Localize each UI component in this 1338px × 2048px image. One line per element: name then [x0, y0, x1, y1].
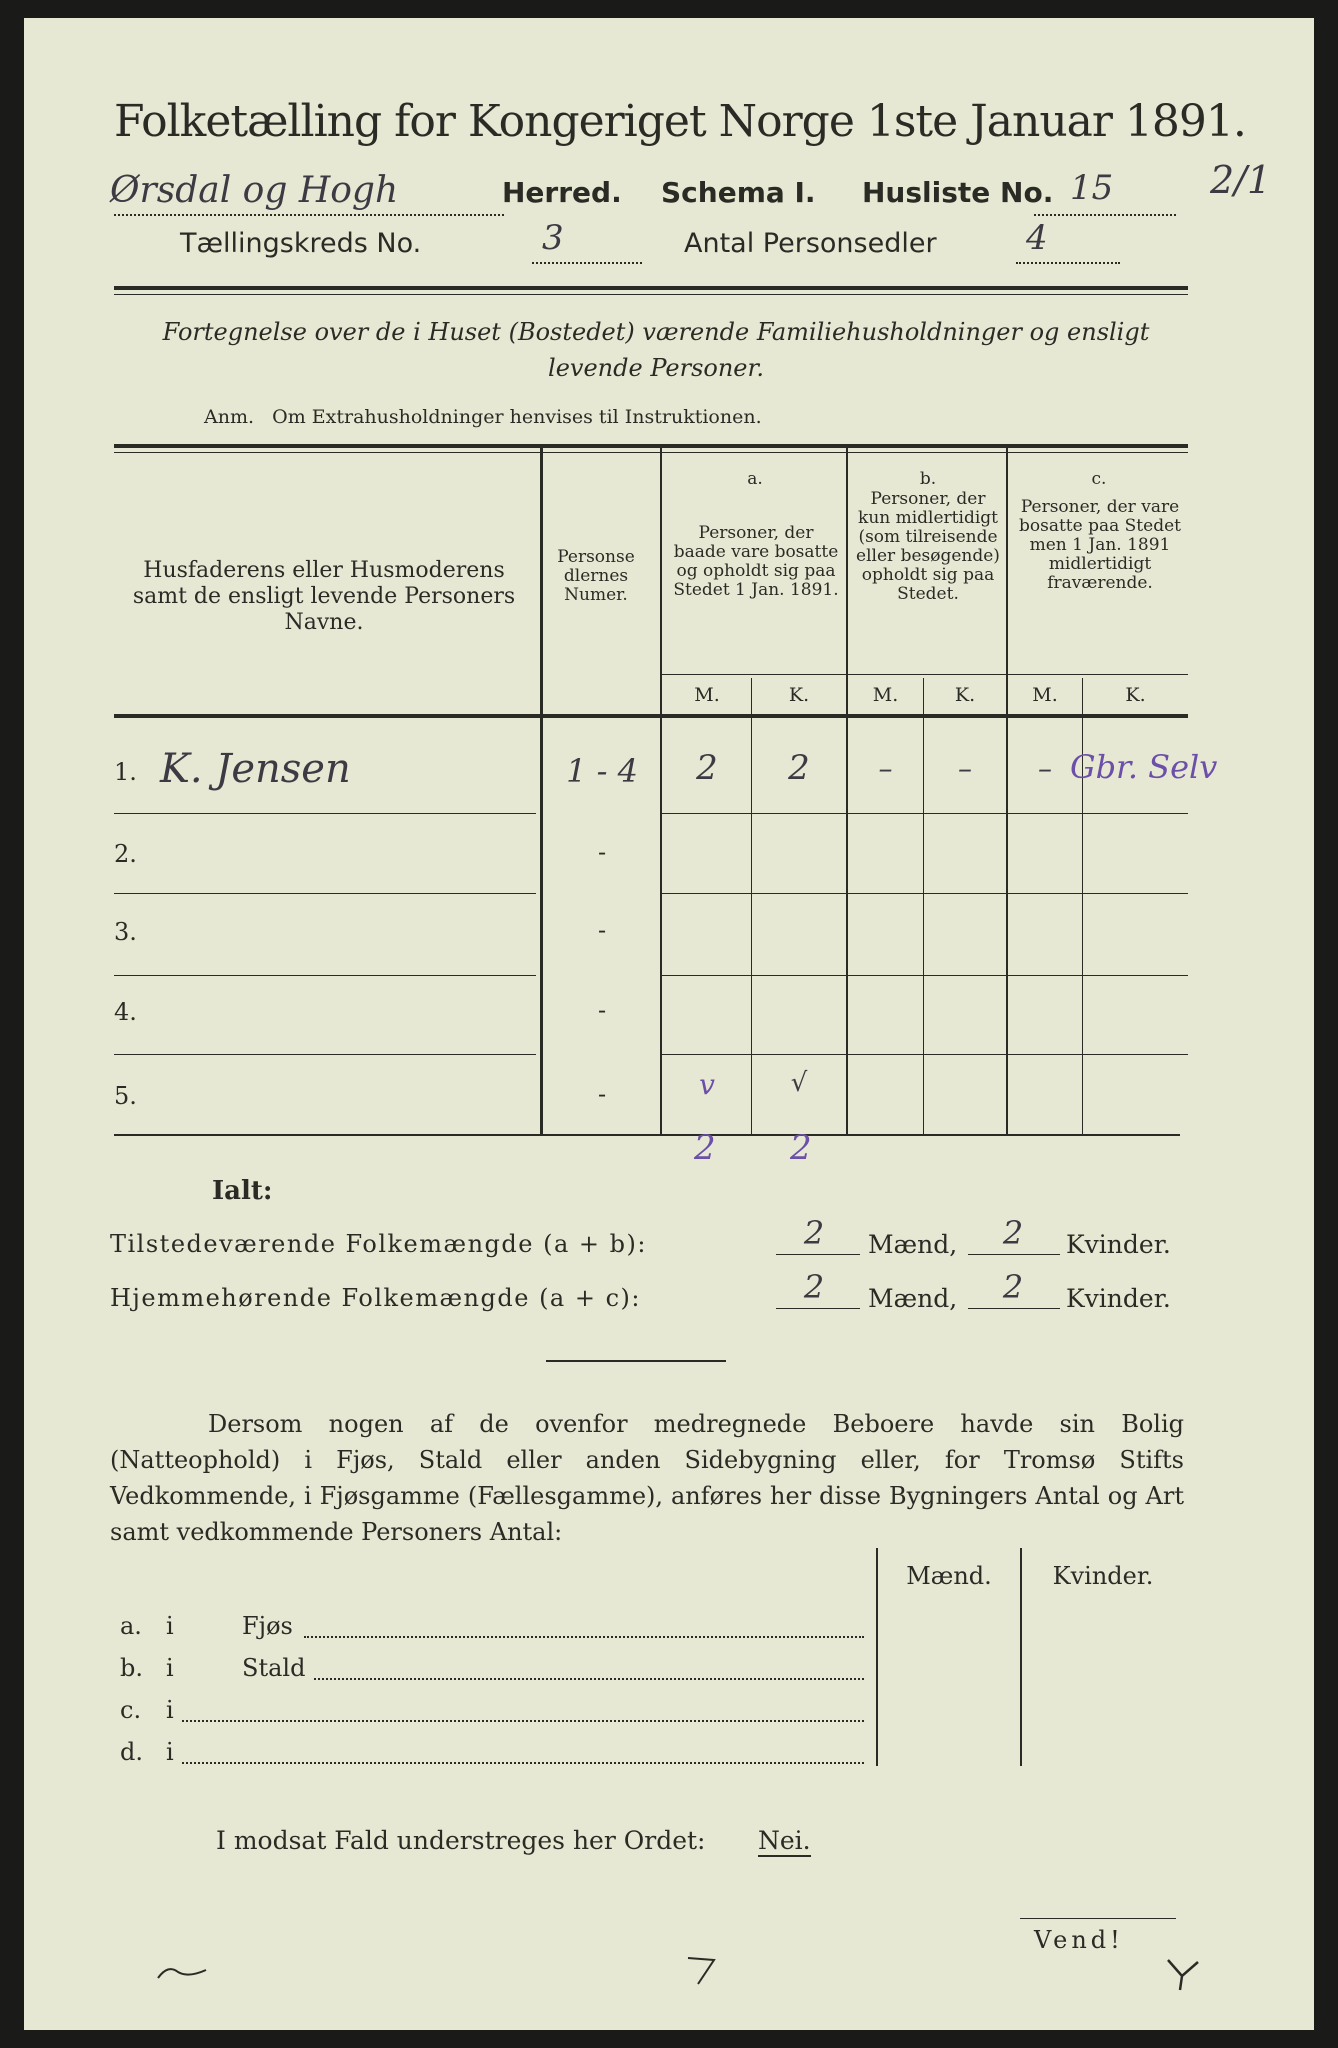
- building-a-label: Fjøs: [242, 1612, 293, 1640]
- hjemme-maend-value: 2: [803, 1268, 825, 1306]
- col-c-k-label: K.: [1125, 684, 1146, 706]
- nei-word[interactable]: Nei.: [758, 1826, 811, 1855]
- col-c-header: Personer, der vare bosatte paa Stedet men 1 Jan. 1891 midlertidigt fraværende.: [1019, 497, 1181, 593]
- col-c-m-label: M.: [1032, 684, 1058, 706]
- row-1-a-m: 2: [696, 748, 718, 788]
- husliste-label: Husliste No.: [862, 176, 1054, 209]
- row-1-c-m: –: [1038, 752, 1052, 785]
- col-a-header: Personer, der baade vare bosatte og opholdt sig paa Stedet 1 Jan. 1891.: [673, 523, 839, 600]
- building-c-i: i: [166, 1696, 174, 1724]
- tilstede-maend-label: Mænd,: [868, 1230, 958, 1259]
- building-a-i: i: [166, 1612, 174, 1640]
- col-b-header: Personer, der kun midlertidigt (som tilreisende eller besøgende) opholdt sig paa Stedet.: [856, 489, 1000, 604]
- corner-note: 2/1: [1210, 158, 1272, 202]
- antal-value: 4: [1026, 218, 1048, 258]
- row-3-personsedler: -: [597, 916, 607, 944]
- hjemme-label: Hjemmehørende Folkemængde (a + c):: [110, 1284, 641, 1312]
- section-divider: [546, 1360, 726, 1362]
- building-a-letter: a.: [120, 1612, 142, 1640]
- hjemme-maend-label: Mænd,: [868, 1284, 958, 1313]
- building-d-i: i: [166, 1738, 174, 1766]
- row-2-personsedler: -: [597, 838, 607, 866]
- hjemme-kvinder-value: 2: [1002, 1268, 1024, 1306]
- col-num-header: Personsedlernes Numer.: [557, 547, 635, 605]
- sum-a-k: 2: [790, 1128, 812, 1168]
- census-form-sheet: [24, 18, 1314, 2030]
- antal-label: Antal Personsedler: [684, 228, 937, 259]
- buildings-paragraph: Dersom nogen af de ovenfor medregnede Beboere havde sin Bolig (Natteophold) i Fjøs, Stald eller anden Sidebygning eller, for Tromsø Stifts Vedkommende, i Fjøsgamme (Fællesgamme), anføres her disse Bygningers Antal og Art samt vedkommende Personers Antal:: [110, 1410, 1184, 1546]
- row-2-number: 2.: [114, 840, 137, 868]
- row-1-number: 1.: [114, 758, 137, 786]
- buildings-maend-header: Mænd.: [906, 1562, 992, 1590]
- pencil-mark-right: [1164, 1954, 1204, 1994]
- row-3-number: 3.: [114, 918, 137, 946]
- row-4-number: 4.: [114, 998, 137, 1026]
- col-a-k-label: K.: [788, 684, 810, 706]
- pencil-mark-left: [154, 1958, 214, 1988]
- kreds-value: 3: [542, 218, 564, 258]
- buildings-kvinder-header: Kvinder.: [1052, 1562, 1154, 1590]
- col-a-letter: a.: [747, 469, 763, 489]
- col-b-letter: b.: [919, 469, 937, 489]
- building-b-i: i: [166, 1654, 174, 1682]
- intro-text: Fortegnelse over de i Huset (Bostedet) værende Familiehusholdninger og ensligt levende Personer.: [162, 318, 1150, 382]
- pencil-mark-center: [684, 1950, 724, 1990]
- col-b-k-label: K.: [954, 684, 976, 706]
- modsat-text: I modsat Fald understreges her Ordet:: [216, 1826, 706, 1855]
- row-5-personsedler: -: [597, 1080, 607, 1108]
- kreds-label: Tællingskreds No.: [180, 228, 422, 259]
- building-d-letter: d.: [120, 1738, 143, 1766]
- tilstede-label: Tilstedeværende Folkemængde (a + b):: [110, 1230, 647, 1258]
- row-5-a-k: √: [790, 1068, 808, 1098]
- building-b-letter: b.: [120, 1654, 143, 1682]
- row-4-personsedler: -: [597, 996, 607, 1024]
- tilstede-kvinder-value: 2: [1002, 1214, 1024, 1252]
- row-5-number: 5.: [114, 1082, 137, 1110]
- herred-handwritten: Ørsdal og Hogh: [110, 170, 399, 211]
- row-5-a-m: v: [699, 1068, 715, 1101]
- col-a-m-label: M.: [694, 684, 720, 706]
- col-name-header: Husfaderens eller Husmoderens samt de ensligt levende Personers Navne.: [132, 558, 516, 635]
- herred-label: Herred.: [502, 176, 622, 209]
- tilstede-maend-value: 2: [803, 1214, 825, 1252]
- husliste-value: 15: [1070, 168, 1114, 208]
- building-b-label: Stald: [242, 1654, 306, 1682]
- schema-label: Schema I.: [661, 176, 816, 209]
- sum-a-m: 2: [694, 1128, 716, 1168]
- col-c-letter: c.: [1091, 469, 1107, 489]
- ialt-label: Ialt:: [212, 1176, 273, 1206]
- row-1-personsedler: 1 - 4: [566, 752, 638, 790]
- col-b-m-label: M.: [872, 684, 899, 706]
- row-1-b-m: –: [878, 752, 893, 785]
- anm-text: Anm. Om Extrahusholdninger henvises til Instruktionen.: [204, 406, 762, 428]
- tilstede-kvinder-label: Kvinder.: [1066, 1230, 1171, 1259]
- vend-text: Vend!: [1034, 1926, 1124, 1954]
- row-1-c-k: Gbr. Selv: [1070, 748, 1218, 786]
- row-1-a-k: 2: [788, 748, 810, 788]
- hjemme-kvinder-label: Kvinder.: [1066, 1284, 1171, 1313]
- building-c-letter: c.: [120, 1696, 142, 1724]
- row-1-name: K. Jensen: [160, 746, 351, 792]
- form-title: Folketælling for Kongeriget Norge 1ste Januar 1891.: [114, 96, 1246, 147]
- row-1-b-k: –: [958, 752, 972, 785]
